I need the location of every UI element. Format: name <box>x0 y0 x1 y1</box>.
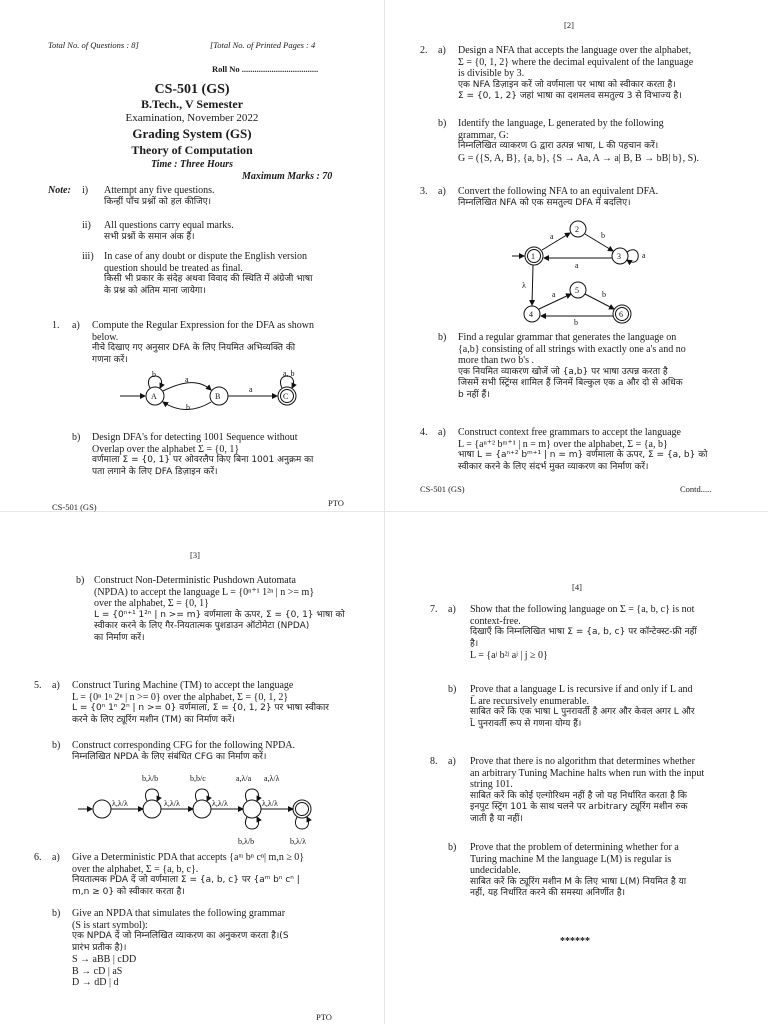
npda-edge-label: b,λ/λ <box>290 837 306 846</box>
nfa-edge-label: a <box>552 290 556 299</box>
question-7b: Prove that a language L is recursive if and only if L and L̄ are recursively enumerable. साबित करें कि एक भाषा L पुनरावर्ती है अगर और केवल अगर L और L̄ पुनरावर्ती रूप से गणना योग्य हैं। <box>470 684 695 729</box>
exam-session: Examination, November 2022 <box>125 112 259 124</box>
exam-time: Time : Three Hours <box>150 159 234 170</box>
page-number: [2] <box>564 20 574 30</box>
question-number: 4. <box>420 427 428 438</box>
footer-pto: PTO <box>328 498 344 508</box>
question-number: 3. <box>420 186 428 197</box>
question-1b: Design DFA's for detecting 1001 Sequence without Overlap over the alphabet Σ = {0, 1} वर्णमाला Σ = {0, 1} पर ओवरलैप किए बिना 1001 अनुक्रम का पता लगाने के लिए DFA डिज़ाइन करें। <box>92 432 314 477</box>
part-label: b) <box>438 118 447 129</box>
page-2 <box>384 0 768 512</box>
footer-code: CS-501 (GS) <box>52 502 97 512</box>
part-label: a) <box>448 604 456 615</box>
question-number: 1. <box>52 320 60 331</box>
page-1 <box>0 0 384 512</box>
question-number: 6. <box>34 852 42 863</box>
subject-title: Theory of Computation <box>131 143 253 157</box>
part-label: b) <box>76 575 85 586</box>
question-3a: Convert the following NFA to an equivalent DFA. निम्नलिखित NFA को एक समतुल्य DFA में बदलिए। <box>458 186 659 208</box>
question-7a: Show that the following language on Σ = {a, b, c} is not context-free. दिखाएँ कि निम्नलिखित भाषा Σ = {a, b, c} पर कॉन्टेक्स्ट-फ्री नहीं है। L = {aʲ b²ʲ aʲ | j ≥ 0} <box>470 604 697 661</box>
nfa-edge-label: b <box>574 318 578 327</box>
npda-edge-label: λ,λ/λ <box>212 799 228 808</box>
nfa-edge-label: λ <box>522 281 526 290</box>
question-6a: Give a Deterministic PDA that accepts {aᵐ bⁿ cⁿ| m,n ≥ 0} over the alphabet, Σ = {a, b, c}. नियतात्मक PDA दें जो वर्णमाला Σ = {a, b, c} पर {aᵐ bⁿ cⁿ | m,n ≥ 0} को स्वीकार करता है। <box>72 852 305 897</box>
part-label: b) <box>52 740 61 751</box>
npda-edge-label: b,λ/b <box>238 837 255 846</box>
nfa-edge-label: b <box>601 231 605 240</box>
dfa-state-label: C <box>283 392 289 401</box>
part-label: a) <box>52 852 60 863</box>
note-label: Note: <box>48 185 71 196</box>
npda-edge-label: λ,λ/λ <box>262 799 278 808</box>
nfa-state-label: 4 <box>529 310 533 319</box>
npda-state <box>143 800 161 818</box>
question-8b: Prove that the problem of determining whether for a Turing machine M the language L(M) is regular is undecidable. साबित करें कि ट्यूरिंग मशीन M के लिए भाषा L(M) नियमित है या नहीं, यह निर्धारित करने की समस्या अनिर्णीत है। <box>470 842 687 898</box>
max-marks: Maximum Marks : 70 <box>242 171 333 182</box>
question-number: 5. <box>34 680 42 691</box>
question-3b: Find a regular grammar that generates the language on {a,b} consisting of all strings with exactly one a's and no more than two b's . एक नियमित व्याकरण खोजें जो {a,b} पर भाषा उत्पन्न करता है जिसमें सभी स्ट्रिंग्स शामिल हैं जिनमें बिल्कुल एक a और दो से अधिक b नहीं हैं। <box>458 332 686 400</box>
total-questions: Total No. of Questions : 8] <box>48 40 139 50</box>
npda-edge-label: λ,λ/λ <box>164 799 180 808</box>
nfa-edge-label: b <box>602 290 606 299</box>
roll-no: Roll No .................................... <box>212 64 319 74</box>
nfa-state-label: 1 <box>531 252 535 261</box>
page-number: [4] <box>572 582 582 592</box>
dfa-edge-label: a <box>249 385 253 394</box>
question-6b: Give an NPDA that simulates the following grammar (S is start symbol): एक NPDA दें जो निम्नलिखित व्याकरण का अनुकरण करता है।(S प्रारंभ प्रतीक है)। S → aBB | cDD B → cD | aS D → dD | d <box>72 908 289 988</box>
question-2a: Design a NFA that accepts the language over the alphabet, Σ = {0, 1, 2} where the decimal equivalent of the language is divisible by 3. एक NFA डिज़ाइन करें जो वर्णमाला पर भाषा को स्वीकार करता है। Σ = {0, 1, 2} जहां भाषा का दशमलव समतुल्य 3 से विभाज्य है। <box>458 45 694 101</box>
question-4a: Construct context free grammars to accept the language L = {aⁿ⁺² bᵐ⁺¹ | n = m} over the alphabet, Σ = {a, b} भाषा L = {aⁿ⁺² bᵐ⁺¹ | n = m} वर्णमाला के ऊपर, Σ = {a, b} को स्वीकार करने के लिए संदर्भ मुक्त व्याकरण का निर्माण करें। <box>458 427 708 472</box>
nfa-edge-label: a <box>575 261 579 270</box>
footer-contd: Contd..... <box>680 484 712 494</box>
part-label: a) <box>438 186 446 197</box>
question-number: 2. <box>420 45 428 56</box>
dfa-edge-label: b <box>152 370 156 379</box>
note-item: All questions carry equal marks. सभी प्रश्नों के समान अंक हैं। <box>104 220 234 242</box>
npda-edge-label: λ,λ/λ <box>112 799 128 808</box>
total-pages: [Total No. of Printed Pages : 4 <box>210 40 316 50</box>
note-num: ii) <box>82 220 91 231</box>
footer-pto: PTO <box>316 1012 332 1022</box>
part-label: a) <box>438 45 446 56</box>
question-8a: Prove that there is no algorithm that determines whether an arbitrary Tuning Machine halts when run with the input string 101. साबित करें कि कोई एल्गोरिथम नहीं है जो यह निर्धारित करता है कि इनपुट स्ट्रिंग 101 के साथ चलने पर arbitrary ट्यूरिंग मशीन रुक जाती है या नहीं। <box>470 756 705 824</box>
question-number: 7. <box>430 604 438 615</box>
page-4 <box>384 512 768 1024</box>
dfa-state-label: A <box>151 392 157 401</box>
question-1a: Compute the Regular Expression for the DFA as shown below. नीचे दिखाए गए अनुसार DFA के लिए नियमित अभिव्यक्ति की गणना करें। <box>92 320 315 365</box>
dfa-state-label: B <box>215 392 221 401</box>
npda-state <box>243 800 261 818</box>
question-4b: Construct Non-Deterministic Pushdown Automata (NPDA) to accept the language L = {0ⁿ⁺¹ 1²ⁿ | n >= m} over the alphabet, Σ = {0, 1} L = {0ⁿ⁺¹ 1²ⁿ | n >= m} वर्णमाला के ऊपर, Σ = {0, 1} भाषा को स्वीकार करने के लिए गैर-नियतात्मक पुशडाउन ऑटोमेटा (NPDA) का निर्माण करें। <box>94 575 345 643</box>
part-label: b) <box>438 332 447 343</box>
part-label: b) <box>72 432 81 443</box>
part-label: b) <box>52 908 61 919</box>
course-code: CS-501 (GS) <box>154 82 230 97</box>
note-num: iii) <box>82 251 94 262</box>
footer-code: CS-501 (GS) <box>420 484 465 494</box>
npda-edge-label: a,λ/λ <box>264 774 280 783</box>
dfa-edge-label: a <box>185 375 189 384</box>
dfa-edge-label: b <box>186 403 190 412</box>
npda-edge-label: b,b/c <box>190 774 206 783</box>
note-item: Attempt any five questions. किन्हीं पाँच प्रश्नों को हल कीजिए। <box>104 185 215 207</box>
npda-state <box>93 800 111 818</box>
page-number: [3] <box>190 550 200 560</box>
nfa-state-label: 6 <box>619 310 623 319</box>
npda-edge-label: a,λ/a <box>236 774 252 783</box>
question-5a: Construct Turing Machine (TM) to accept the language L = {0ⁿ 1ⁿ 2ⁿ | n >= 0} over the alphabet, Σ = {0, 1, 2} L = {0ⁿ 1ⁿ 2ⁿ | n >= 0} वर्णमाला, Σ = {0, 1, 2} पर भाषा स्वीकार करने के लिए ट्यूरिंग मशीन (TM) का निर्माण करें। <box>72 680 329 725</box>
question-number: 8. <box>430 756 438 767</box>
nfa-state-label: 5 <box>575 286 579 295</box>
part-label: a) <box>72 320 80 331</box>
grading-system: Grading System (GS) <box>132 126 252 141</box>
part-label: a) <box>438 427 446 438</box>
nfa-edge-label: a <box>642 251 646 260</box>
program: B.Tech., V Semester <box>140 97 244 111</box>
question-5b: Construct corresponding CFG for the following NPDA. निम्नलिखित NPDA के लिए संबंधित CFG का निर्माण करें। <box>72 740 296 762</box>
nfa-state-label: 2 <box>575 225 579 234</box>
note-num: i) <box>82 185 89 196</box>
note-item: In case of any doubt or dispute the English version question should be treated as final. किसी भी प्रकार के संदेह अथवा विवाद की स्थिति में अंग्रेजी भाषा के प्रश्न को अंतिम माना जायेगा। <box>104 251 313 296</box>
part-label: a) <box>52 680 60 691</box>
part-label: a) <box>448 756 456 767</box>
npda-state <box>193 800 211 818</box>
nfa-state-label: 3 <box>617 252 621 261</box>
npda-edge-label: b,λ/b <box>142 774 159 783</box>
end-mark: ****** <box>560 936 590 947</box>
part-label: b) <box>448 684 457 695</box>
nfa-edge-label: a <box>550 232 554 241</box>
dfa-edge-label: a, b <box>283 369 295 378</box>
part-label: b) <box>448 842 457 853</box>
page-3 <box>0 512 384 1024</box>
question-2b: Identify the language, L generated by the following grammar, G: निम्नलिखित व्याकरण G द्वारा उत्पन्न भाषा, L की पहचान करें। G = ({S, A, B}, {a, b}, {S → Aa, A → a| B, B → bB| b}, S). <box>458 118 699 164</box>
